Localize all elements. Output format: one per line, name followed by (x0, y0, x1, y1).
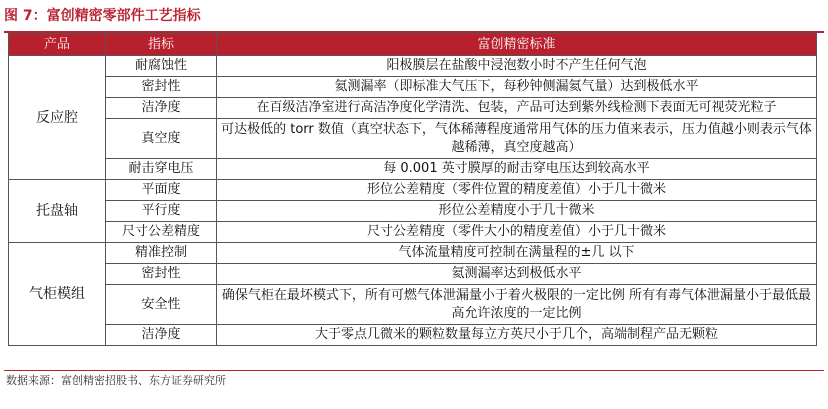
standard-cell: 可达极低的 torr 数值（真空状态下，气体稀薄程度通常用气体的压力值来表示，压力值越小则表示气体越稀薄，真空度越高） (217, 119, 817, 159)
table-row (9, 119, 817, 159)
table-row (9, 159, 817, 180)
standard-cell: 阳极膜层在盐酸中浸泡数小时不产生任何气泡 (217, 56, 817, 77)
standard-cell: 每 0.001 英寸膜厚的耐击穿电压达到较高水平 (217, 159, 817, 180)
table-row (9, 264, 817, 285)
table-row (9, 180, 817, 201)
standard-cell: 形位公差精度小于几十微米 (217, 201, 817, 222)
metric-cell: 洁净度 (106, 325, 217, 346)
data-source-note: 数据来源：富创精密招股书、东方证券研究所 (6, 374, 226, 387)
table-row (9, 285, 817, 325)
metric-cell: 耐腐蚀性 (106, 56, 217, 77)
standard-cell: 确保气柜在最坏模式下，所有可燃气体泄漏量小于着火极限的一定比例 所有有毒气体泄漏量小于最低最高允许浓度的一定比例 (217, 285, 817, 325)
table-row (9, 243, 817, 264)
footer-divider (4, 370, 824, 371)
product-cell-reaction-chamber: 反应腔 (9, 56, 106, 180)
standard-cell: 尺寸公差精度（零件大小的精度差值）小于几十微米 (217, 222, 817, 243)
metric-cell: 尺寸公差精度 (106, 222, 217, 243)
metric-cell: 真空度 (106, 119, 217, 159)
table-row (9, 325, 817, 346)
metric-cell: 密封性 (106, 264, 217, 285)
metric-cell: 精准控制 (106, 243, 217, 264)
product-cell-gas-cabinet: 气柜模组 (9, 243, 106, 346)
table-row (9, 56, 817, 77)
metric-cell: 耐击穿电压 (106, 159, 217, 180)
standard-cell: 气体流量精度可控制在满量程的±几 以下 (217, 243, 817, 264)
header-product: 产品 (9, 34, 106, 56)
figure-title: 图 7：富创精密零部件工艺指标 (4, 8, 201, 24)
standard-cell: 大于零点几微米的颗粒数量每立方英尺小于几个，高端制程产品无颗粒 (217, 325, 817, 346)
table-row (9, 201, 817, 222)
standard-cell: 形位公差精度（零件位置的精度差值）小于几十微米 (217, 180, 817, 201)
metric-cell: 密封性 (106, 77, 217, 98)
standard-cell: 氦测漏率达到极低水平 (217, 264, 817, 285)
table-row (9, 77, 817, 98)
metric-cell: 洁净度 (106, 98, 217, 119)
header-standard: 富创精密标准 (217, 34, 817, 56)
metric-cell: 平面度 (106, 180, 217, 201)
metric-cell: 安全性 (106, 285, 217, 325)
product-cell-tray-shaft: 托盘轴 (9, 180, 106, 243)
table-header-row (9, 34, 817, 56)
process-spec-table (8, 33, 817, 346)
metric-cell: 平行度 (106, 201, 217, 222)
header-metric: 指标 (106, 34, 217, 56)
table-row (9, 98, 817, 119)
table-row (9, 222, 817, 243)
standard-cell: 在百级洁净室进行高洁净度化学清洗、包装，产品可达到紫外线检测下表面无可视荧光粒子 (217, 98, 817, 119)
standard-cell: 氦测漏率（即标准大气压下，每秒钟侧漏氦气量）达到极低水平 (217, 77, 817, 98)
